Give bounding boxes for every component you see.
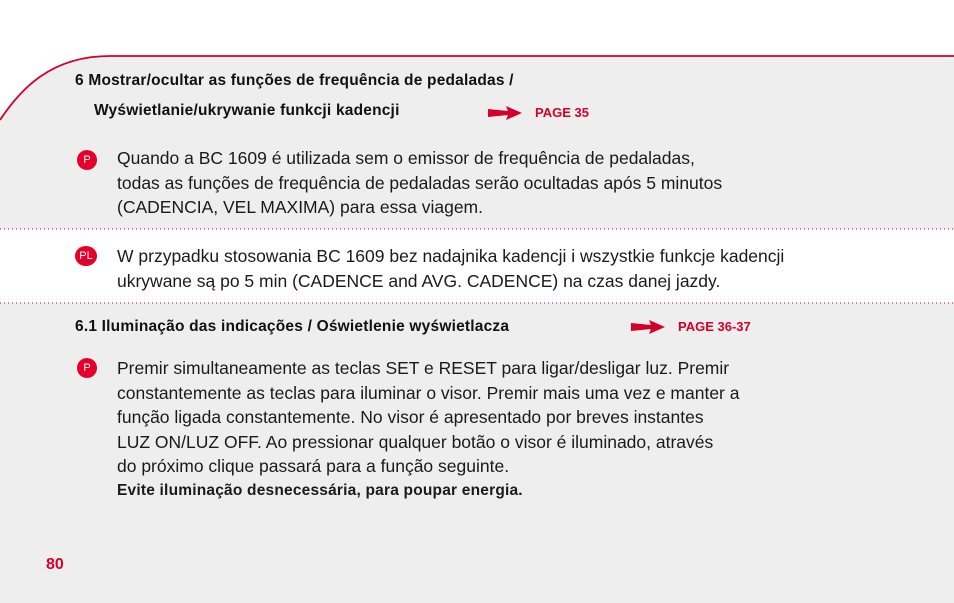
text-line: constantemente as teclas para iluminar o visor. Premir mais uma vez e manter a: [117, 382, 740, 403]
text-line: LUZ ON/LUZ OFF. Ao pressionar qualquer botão o visor é iluminado, através: [117, 431, 714, 452]
text-line: função ligada constantemente. No visor é apresentado por breves instantes: [117, 407, 704, 427]
text-line: todas as funções de frequência de pedaladas serão ocultadas após 5 minutos: [117, 172, 723, 193]
text-line: W przypadku stosowania BC 1609 bez nadajnika kadencji i wszystkie funkcje kadencji: [117, 246, 785, 266]
text-line: ukrywane są po 5 min (CADENCE and AVG. CADENCE) na czas danej jazdy.: [117, 270, 721, 291]
language-badge-p: P: [77, 150, 97, 170]
paragraph-portuguese-1: [117, 146, 722, 220]
section-6-1-heading: 6.1 Iluminação das indicações / Oświetlenie wyświetlacza: [75, 318, 510, 335]
paragraph-polish: [117, 244, 784, 293]
paragraph-portuguese-2: [117, 356, 739, 503]
arrow-right-icon: [631, 320, 665, 334]
section-6-heading-line2: Wyświetlanie/ukrywanie funkcji kadencji: [94, 102, 400, 119]
text-line: (CADENCIA, VEL MAXIMA) para essa viagem.: [117, 197, 483, 217]
page-number: 80: [46, 556, 64, 573]
energy-tip: Evite iluminação desnecessária, para poupar energia.: [117, 481, 523, 499]
page-ref-link[interactable]: PAGE 36-37: [678, 319, 751, 334]
text-line: Quando a BC 1609 é utilizada sem o emissor de frequência de pedaladas,: [117, 148, 695, 168]
language-badge-p: P: [77, 358, 97, 378]
language-badge-pl: PL: [75, 246, 97, 266]
text-line: Premir simultaneamente as teclas SET e RESET para ligar/desligar luz. Premir: [117, 358, 730, 378]
arrow-right-icon: [488, 106, 522, 120]
text-line: do próximo clique passará para a função seguinte.: [117, 456, 510, 476]
page-ref-link[interactable]: PAGE 35: [535, 105, 589, 120]
section-6-heading-line1: 6 Mostrar/ocultar as funções de frequência de pedaladas /: [75, 72, 514, 89]
